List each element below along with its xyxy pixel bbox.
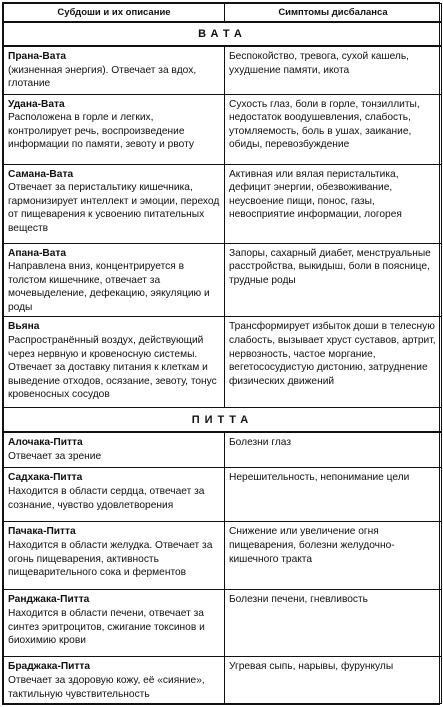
subdosha-name: Пачака-Питта bbox=[8, 526, 76, 538]
table-row bbox=[4, 657, 442, 704]
table-row bbox=[4, 46, 442, 94]
section-title-pitta: ПИТТА bbox=[4, 408, 442, 432]
subdosha-description: Отвечает за зрение bbox=[8, 450, 102, 462]
subdosha-name: Удана-Вата bbox=[8, 98, 65, 110]
subdosha-cell bbox=[4, 46, 225, 94]
subdosha-description: Находится в области желудка. Отвечает за огонь пищеварения, активность пищеварительного сока и ферментов bbox=[8, 540, 213, 579]
symptoms-cell: Трансформирует избыток доши в телесную слабость, вызывает хруст суставов, артрит, нервозность, частое моргание, вегетососудистую дистонию, затруднение физических движений bbox=[225, 317, 442, 408]
table-row bbox=[4, 243, 442, 317]
subdosha-cell bbox=[4, 164, 225, 243]
subdosha-name: Апана-Вата bbox=[8, 247, 67, 259]
symptoms-cell: Беспокойство, тревога, сухой кашель, ухудшение памяти, икота bbox=[225, 46, 442, 94]
symptoms-cell: Снижение или увеличение огня пищеварения, болезни желудочно-кишечного тракта bbox=[225, 522, 442, 590]
symptoms-cell: Запоры, сахарный диабет, менструальные расстройства, выкидыш, боли в пояснице, трудные роды bbox=[225, 243, 442, 317]
symptoms-cell: Нерешительность, непонимание цели bbox=[225, 468, 442, 522]
subdosha-name: Прана-Вата bbox=[8, 51, 67, 62]
subdosha-description: Отвечает за перистальтику кишечника, гармонизирует интеллект и эмоции, переход от пищеварения к усвоению питательных веществ bbox=[8, 182, 220, 234]
subdosha-cell bbox=[4, 590, 225, 657]
subdosha-description: Находится в области печени, отвечает за синтез эритроцитов, сжигание токсинов и биохимию крови bbox=[8, 608, 205, 647]
subdosha-description: (жизненная энергия). Отвечает за вдох, глотание bbox=[8, 64, 197, 90]
subdosha-name: Вьяна bbox=[8, 321, 40, 333]
subdosha-cell bbox=[4, 432, 225, 468]
subdosha-name: Самана-Вата bbox=[8, 168, 74, 180]
subdosha-name: Садхака-Питта bbox=[8, 472, 83, 484]
symptoms-cell: Болезни печени, гневливость bbox=[225, 590, 442, 657]
subdosha-cell bbox=[4, 468, 225, 522]
symptoms-cell: Активная или вялая перистальтика, дефицит энергии, обезвоживание, неусвоение пищи, понос, газы, невосприятие информации, логорея bbox=[225, 164, 442, 243]
subdosha-cell bbox=[4, 657, 225, 704]
subdosha-cell bbox=[4, 522, 225, 590]
table-row bbox=[4, 94, 442, 164]
subdosha-cell bbox=[4, 317, 225, 408]
header-subdoshas: Субдоши и их описание bbox=[4, 4, 225, 23]
symptoms-cell: Болезни глаз bbox=[225, 432, 442, 468]
table-row bbox=[4, 590, 442, 657]
header-row bbox=[4, 4, 442, 23]
subdosha-name: Браджака-Питта bbox=[8, 661, 91, 673]
subdosha-name: Ранджака-Питта bbox=[8, 594, 90, 606]
section-row-pitta bbox=[4, 408, 442, 432]
section-title-vata: ВАТА bbox=[4, 22, 442, 46]
table-row bbox=[4, 164, 442, 243]
table-row bbox=[4, 522, 442, 590]
table-row bbox=[4, 432, 442, 468]
dosha-table-page bbox=[2, 2, 440, 705]
symptoms-cell: Сухость глаз, боли в горле, тонзиллиты, недостаток воодушевления, слабость, утомляемость, боль в ушах, заикание, обиды, перевозбуждение bbox=[225, 94, 442, 164]
dosha-table bbox=[3, 3, 442, 704]
subdosha-name: Алочака-Питта bbox=[8, 436, 83, 448]
symptoms-cell: Угревая сыпь, нарывы, фурункулы bbox=[225, 657, 442, 704]
header-symptoms: Симптомы дисбаланса bbox=[225, 4, 442, 23]
subdosha-description: Распространённый воздух, действующий через нервную и кровеносную системы. Отвечает за доставку питания к клеткам и выведение отходов, осязание, зевоту, тонус кровеносных сосудов bbox=[8, 335, 217, 401]
subdosha-description: Направлена вниз, концентрируется в толстом кишечнике, отвечает за мочевыделение, дефекацию, эякуляцию и роды bbox=[8, 261, 210, 313]
table-row bbox=[4, 468, 442, 522]
subdosha-description: Расположена в горле и легких, контролирует речь, воспроизведение информации по памяти, зевоту и рвоту bbox=[8, 112, 194, 151]
subdosha-cell bbox=[4, 243, 225, 317]
subdosha-description: Отвечает за здоровую кожу, её «сияние», тактильную чувствительность bbox=[8, 675, 205, 700]
subdosha-description: Находится в области сердца, отвечает за сознание, чувство удовлетворения bbox=[8, 486, 205, 511]
subdosha-cell bbox=[4, 94, 225, 164]
section-row-vata bbox=[4, 22, 442, 46]
table-row bbox=[4, 317, 442, 408]
